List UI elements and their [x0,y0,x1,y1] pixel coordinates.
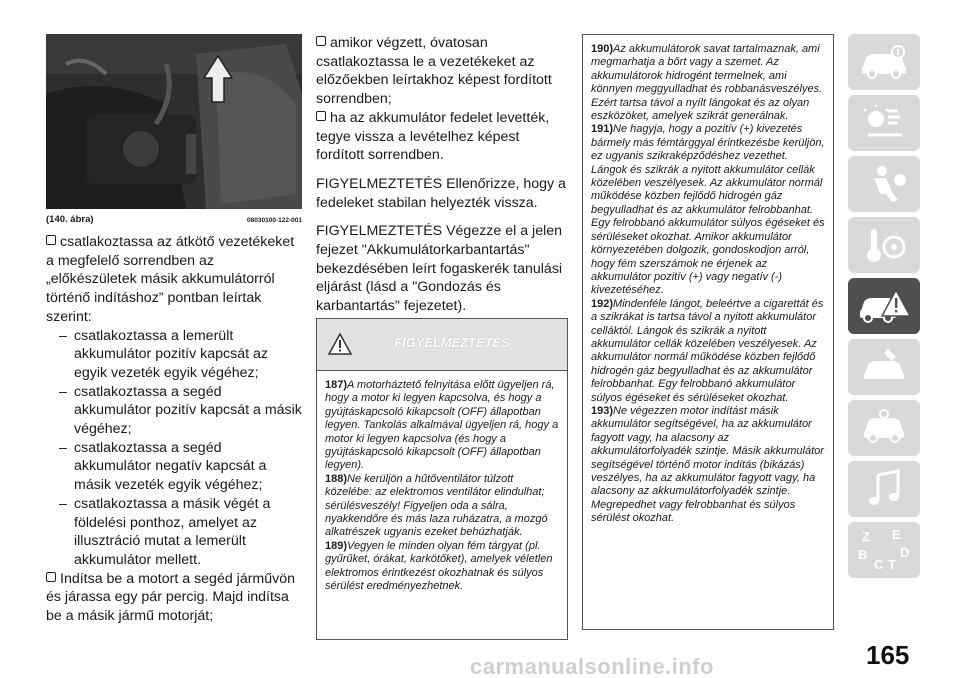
warning-body [317,371,567,594]
warning-item-191: 191)Ne hagyja, hogy a pozitív (+) kivezetés bármely más fémtárggyal érintkezésbe kerüljön, ez ugyanis szikraképződéshez vezethet. Lángok és szikrák a nyitott akkumulátor cellák közelében veszélyesek. Az akkumulátor normál működése közben fejlődő hidrogén gáz begyulladhat és az akkumulátor felrobbanhat. Egy felrobbanó akkumulátor súlyos égéseket és sérüléseket okozhat. Amikor akkumulátor környezetében dolgozik, gondoskodjon arról, hogy fém szerszámok ne érjenek az akkumulátor pozitív (+) vagy negatív (-) kivezetéséhez. [591,123,825,297]
dash-item: – csatlakoztassa a lemerült akkumulátor pozitív kapcsát az egyik vezeték egyik végéhez; [59,327,268,381]
warning-header [317,319,567,371]
warning-item-188: 188)Ne kerüljön a hűtőventilátor túlzott közelébe: az elektromos ventilátor elindulhat; sérülésveszély! Figyeljen oda a sálra, nyakkendőre és más laza ruházatra, a mozgó alkatrészek ugyanis ezeket behúzhatják. [325,472,548,539]
index-letters-icon [854,525,914,575]
index-letter: B [858,547,868,562]
warning-item-193: 193)Ne végezzen motor indítást másik akkumulátor segítségével, ha az akkumulátor fagyott vagy, ha alacsony az akkumulátorfolyadék szintje. Másik akkumulátor segítségével történő motor indítás (bikázás) veszélyes, ha az akkumulátor fagyott vagy, ha alacsony az akkumulátorfolyadék szintje. Megrepedhet vagy felrobbanhat és súlyos sérülést okozhat. [591,404,824,525]
technical-data-icon [858,408,910,448]
wrench-car-icon [858,347,910,387]
car-emergency-icon [856,286,912,326]
note-paragraph: FIGYELMEZTETÉS Végezze el a jelen fejezet "Akkumulátorkarbantartás" bekezdésében leírt fogaskerék tanulási eljárást (lásd a "Gondozás és karbantartás" fejezetet). [316,223,563,315]
instructions-block [46,233,302,626]
tab-index[interactable] [848,522,920,578]
index-letter: T [888,557,896,572]
airbag-seat-icon [858,164,910,204]
note-paragraph: FIGYELMEZTETÉS Ellenőrizze, hogy a fedeleket stabilan helyezték vissza. [316,175,566,211]
warning-box [316,318,568,640]
middle-column [316,34,568,316]
square-bullet-icon [316,111,326,121]
watermark: carmanualsonline.info [470,654,714,678]
square-bullet-icon [46,235,56,245]
bullet-item: csatlakoztassa az átkötő vezetékeket a megfelelő sorrendben az „előkészületek másik akkumulátorról történő indításhoz” pontban leírtak szerint: [46,234,295,325]
square-bullet-icon [46,572,56,582]
tab-key-steering[interactable] [848,217,920,273]
chapter-tabs [848,34,920,583]
square-bullet-icon [316,36,326,46]
page-number: 165 [866,640,910,670]
warning-item-190: 190)Az akkumulátorok savat tartalmaznak, ami megmarhatja a bőrt vagy a szemet. Az akkumulátorok hidrogént termelnek, ami könnyen meggyulladhat és robbanásveszélyes. Ezért tartsa távol a nyílt lángokat és az olyan eszközöket, amelyek szikrát generálnak. [591,43,823,123]
tab-multimedia[interactable] [848,461,920,517]
warning-item-192: 192)Mindenféle lángot, beleértve a cigarettát és a szikrákat is tartsa távol a nyitott akkumulátor celláktól. Lángok és szikrák a nyitott akkumulátor cellák közelében veszélyesek. Az akkumulátor normál működése közben fejlődő hidrogén gáz begyulladhat és az akkumulátor felrobbanhat. Egy felrobbanó akkumulátor súlyos égéseket és sérüléseket okozhat. [591,297,824,404]
index-letter: D [900,545,910,560]
index-letter: E [892,527,901,542]
engine-bay-photo [46,34,302,209]
tab-car-emergency[interactable] [848,278,920,334]
figure-caption-row [46,214,302,225]
dash-item: – csatlakoztassa a segéd akkumulátor negatív kapcsát a másik vezeték egyik végéhez; [59,439,267,494]
index-letter: C [874,557,884,572]
dash-item: – csatlakoztassa a másik végét a földelési ponthoz, amelyet az illusztráció mutat a lemerült akkumulátor mellett. [59,495,271,568]
bullet-item: ha az akkumulátor fedelet levették, tegye vissza a levételhez képest fordított sorrendben. [316,109,550,164]
right-warning-column [582,34,834,630]
music-note-icon [858,469,910,509]
index-letter: Z [862,529,870,544]
left-column [46,34,302,626]
dash-item: – csatlakoztassa a segéd akkumulátor pozitív kapcsát a másik végéhez; [59,383,302,438]
car-info-icon [858,44,910,80]
dashboard-lights-icon [858,105,910,141]
tab-airbag-seat[interactable] [848,156,920,212]
warning-item-187: 187)A motorháztető felnyitása előtt ügyeljen rá, hogy a motor ki legyen kapcsolva, és hogy a gyújtáskapcsoló kikapcsolt (OFF) állapotban legyen. Tankolás alkalmával ügyeljen rá, hogy a motor ki legyen kapcsolva (és hogy a gyújtáskapcsoló kikapcsolt (OFF) állapotban legyen). [325,379,559,472]
tab-dashboard-lights[interactable] [848,95,920,151]
figure-code: 08030100-122-001 [247,217,302,224]
key-steering-icon [858,225,910,265]
warning-title: FIGYELMEZTETÉS [394,336,510,350]
bullet-item: Indítsa be a motort a segéd járművön és járassa egy pár percig. Majd indítsa be a másik jármű motorját; [46,570,296,625]
tab-car-info[interactable] [848,34,920,90]
warning-item-189: 189)Vegyen le minden olyan fém tárgyat (pl. gyűrűket, órákat, karkötőket), amelyek véletlen elektromos érintkezést okozhatnak és súlyos sérülést eredményezhetnek. [325,539,553,593]
tab-technical-data[interactable] [848,400,920,456]
tab-wrench-car[interactable] [848,339,920,395]
figure-caption: (140. ábra) [46,214,94,225]
bullet-item: amikor végzett, óvatosan csatlakoztassa le a vezetékeket az előzőekben leírtakhoz képest fordított sorrendben; [316,35,552,108]
